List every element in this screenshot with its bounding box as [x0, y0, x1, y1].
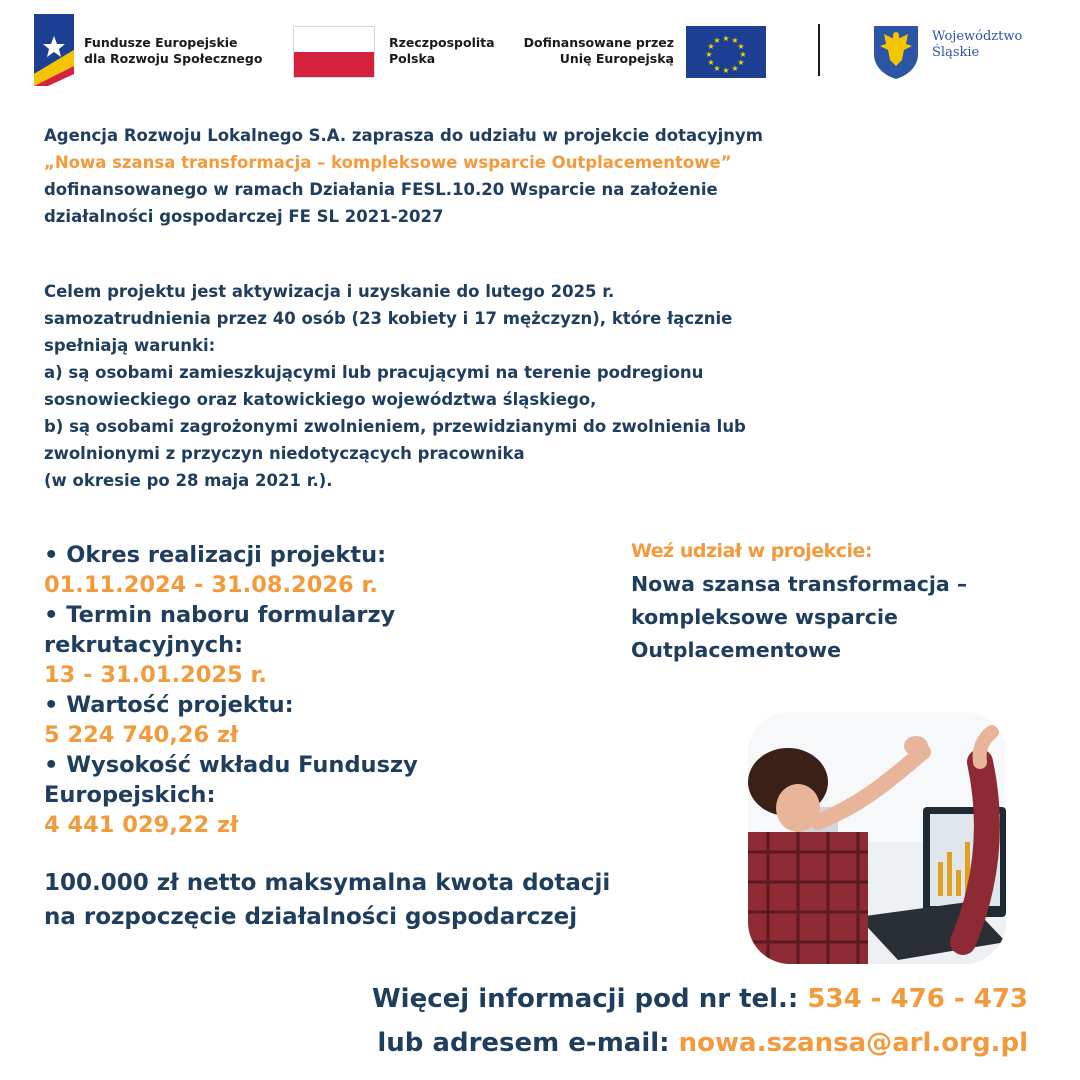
eu-flag-icon	[686, 26, 766, 78]
header-logos	[0, 0, 1080, 100]
goal-line: Celem projektu jest aktywizacja i uzyskanie do lutego 2025 r.	[44, 282, 615, 301]
email-address[interactable]: nowa.szansa@arl.org.pl	[678, 1028, 1028, 1058]
eu-contribution-value: 4 441 029,22 zł	[44, 812, 239, 838]
eu-logo-text: Dofinansowane przez Unię Europejską	[523, 35, 674, 66]
project-name: „Nowa szansa transformacja – kompleksowe wsparcie Outplacementowe”	[44, 153, 732, 172]
cta-title: Nowa szansa transformacja – kompleksowe wsparcie Outplacementowe	[631, 572, 968, 662]
goal-line: zwolnionymi z przyczyn niedotyczących pracownika	[44, 444, 525, 463]
goal-line: b) są osobami zagrożonymi zwolnieniem, przewidzianymi do zwolnienia lub	[44, 417, 746, 436]
svg-text:★: ★	[722, 66, 730, 75]
recruit-value: 13 - 31.01.2025 r.	[44, 662, 267, 688]
period-label: • Okres realizacji projektu:	[44, 542, 387, 568]
fe-logo-text: Fundusze Europejskie dla Rozwoju Społecznego	[84, 35, 263, 66]
goal-line: spełniają warunki:	[44, 336, 216, 355]
svg-text:★: ★	[713, 64, 721, 73]
goal-line: a) są osobami zamieszkującymi lub pracującymi na terenie podregionu	[44, 363, 704, 382]
recruit-label: rekrutacyjnych:	[44, 632, 244, 658]
region-logo-text: Województwo Śląskie	[932, 29, 1023, 60]
svg-text:★: ★	[713, 36, 721, 45]
intro-text	[44, 122, 904, 230]
project-goal	[44, 278, 904, 494]
goal-line: sosnowieckiego oraz katowickiego województwa śląskiego,	[44, 390, 597, 409]
silesia-coat-of-arms-icon	[872, 24, 920, 80]
cta-lead: Weź udział w projekcie:	[631, 540, 873, 562]
cta-block	[631, 540, 1051, 667]
svg-text:★: ★	[707, 58, 715, 67]
grant-info: 100.000 zł netto maksymalna kwota dotacji na rozpoczęcie działalności gospodarczej	[44, 870, 611, 930]
goal-line: samozatrudnienia przez 40 osób (23 kobiety i 17 mężczyzn), które łącznie	[44, 309, 733, 328]
stretching-worker-photo	[748, 712, 1006, 964]
recruit-label: • Termin naboru formularzy	[44, 602, 396, 628]
svg-text:★: ★	[722, 34, 730, 43]
phone-line: Więcej informacji pod nr tel.: 534 - 476 - 473	[371, 984, 1028, 1014]
intro-line: działalności gospodarczej FE SL 2021-2027	[44, 207, 444, 226]
svg-text:★: ★	[705, 50, 713, 59]
svg-text:★: ★	[731, 64, 739, 73]
phone-number[interactable]: 534 - 476 - 473	[807, 984, 1028, 1014]
project-value: 5 224 740,26 zł	[44, 722, 239, 748]
period-value: 01.11.2024 - 31.08.2026 r.	[44, 572, 378, 598]
email-line: lub adresem e-mail: nowa.szansa@arl.org.pl	[377, 1028, 1028, 1058]
eu-contribution-label: • Wysokość wkładu Funduszy	[44, 752, 418, 778]
pl-flag-icon	[293, 26, 375, 78]
svg-text:★: ★	[737, 42, 745, 51]
svg-text:★: ★	[737, 58, 745, 67]
eu-contribution-label: Europejskich:	[44, 782, 216, 808]
fe-flag-icon	[34, 14, 74, 86]
svg-text:★: ★	[731, 36, 739, 45]
goal-line: (w okresie po 28 maja 2021 r.).	[44, 471, 333, 490]
project-value-label: • Wartość projektu:	[44, 692, 294, 718]
svg-text:★: ★	[707, 42, 715, 51]
logo-divider	[818, 24, 820, 76]
intro-line: dofinansowanego w ramach Działania FESL.10.20 Wsparcie na założenie	[44, 180, 718, 199]
project-details	[44, 540, 604, 840]
contact-info	[372, 977, 1028, 1065]
svg-text:★: ★	[739, 50, 747, 59]
intro-line: Agencja Rozwoju Lokalnego S.A. zaprasza do udziału w projekcie dotacyjnym	[44, 126, 763, 145]
pl-logo-text: Rzeczpospolita Polska	[389, 35, 495, 66]
